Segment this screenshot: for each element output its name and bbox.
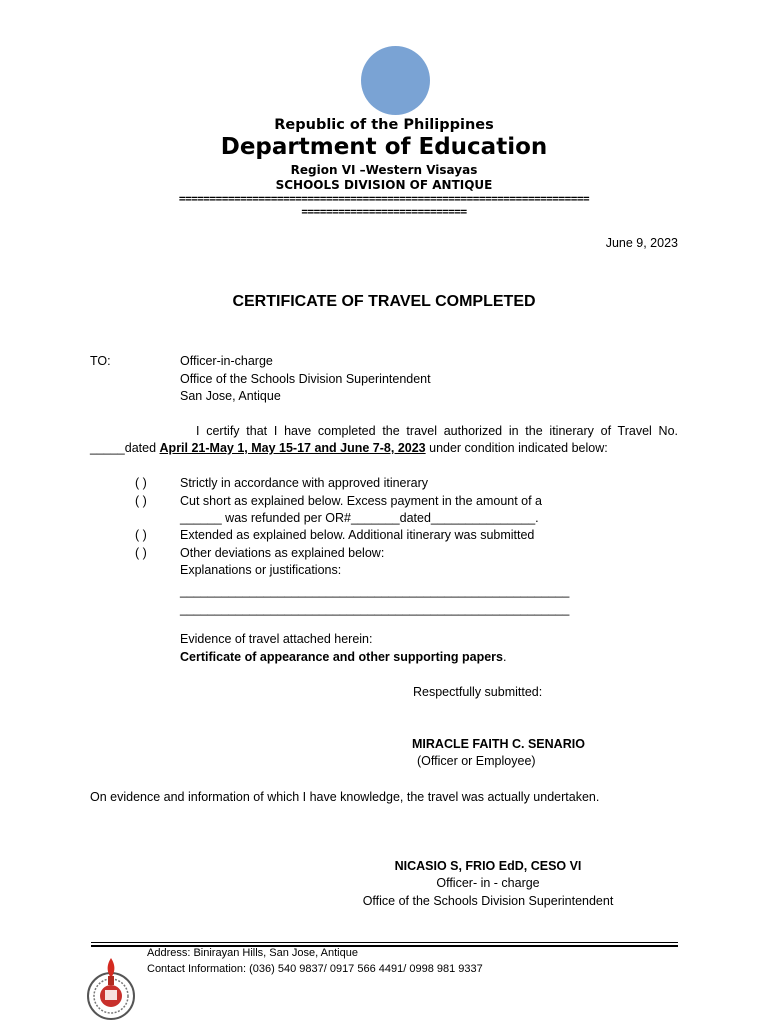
certify-suffix: under condition indicated below:	[425, 441, 608, 455]
explanations-label: Explanations or justifications:	[180, 563, 342, 577]
attestation-text: On evidence and information of which I have knowledge, the travel was actually undertaken.	[90, 790, 600, 804]
travel-dates: April 21-May 1, May 15-17 and June 7-8, 2023	[159, 441, 426, 455]
certify-line-1: I certify that I have completed the travel authorized in the itinerary of Travel No.	[196, 424, 678, 438]
header-region: Region VI –Western Visayas	[290, 163, 478, 177]
deped-seal-icon	[361, 46, 430, 115]
footer-address: Address: Binirayan Hills, San Jose, Antique	[147, 947, 358, 959]
employee-role: (Officer or Employee)	[417, 754, 536, 768]
header-rule-continued: ===========================	[301, 206, 467, 217]
document-date: June 9, 2023	[605, 236, 678, 250]
header-rule: ===================================================================	[178, 193, 590, 204]
option-2-checkbox: ( )	[135, 494, 147, 508]
to-label: TO:	[90, 354, 111, 368]
header-division: SCHOOLS DIVISION OF ANTIQUE	[275, 178, 493, 192]
approver-title: Officer- in - charge	[436, 876, 540, 890]
evidence-label: Evidence of travel attached herein:	[180, 632, 373, 646]
document-title: CERTIFICATE OF TRAVEL COMPLETED	[232, 293, 536, 310]
employee-name: MIRACLE FAITH C. SENARIO	[412, 737, 585, 751]
evidence-text: Certificate of appearance and other supporting papers	[180, 650, 503, 664]
header-republic: Republic of the Philippines	[274, 117, 494, 133]
approver-office: Office of the Schools Division Superintendent	[362, 894, 614, 908]
option-4-label: Other deviations as explained below:	[180, 546, 385, 560]
option-3-label: Extended as explained below. Additional itinerary was submitted	[180, 528, 535, 542]
division-logo-icon	[86, 952, 136, 1022]
option-1-label: Strictly in accordance with approved itinerary	[180, 476, 429, 490]
evidence-period: .	[502, 650, 507, 664]
option-1-checkbox: ( )	[135, 476, 147, 490]
option-2-label: Cut short as explained below. Excess payment in the amount of a	[180, 494, 543, 508]
explanation-blank-1: ________________________________________________________	[180, 584, 570, 598]
respectfully-submitted: Respectfully submitted:	[413, 685, 543, 699]
footer-contact: Contact Information: (036) 540 9837/ 0917 566 4491/ 0998 981 9337	[147, 963, 483, 975]
to-line-1: Officer-in-charge	[180, 354, 273, 368]
header-department: Department of Education	[220, 134, 548, 160]
certify-line-2	[90, 440, 608, 457]
approver-name: NICASIO S, FRIO EdD, CESO VI	[394, 859, 582, 873]
to-line-3: San Jose, Antique	[180, 389, 281, 403]
footer-rule	[91, 942, 678, 943]
travel-no-blank: _____dated	[90, 441, 157, 455]
evidence-value	[180, 649, 506, 666]
explanation-blank-2: ________________________________________________________	[180, 602, 570, 616]
option-3-checkbox: ( )	[135, 528, 147, 542]
option-2-detail: ______ was refunded per OR#_______dated_______________.	[180, 511, 539, 525]
option-4-checkbox: ( )	[135, 546, 147, 560]
to-line-2: Office of the Schools Division Superintendent	[180, 372, 431, 386]
